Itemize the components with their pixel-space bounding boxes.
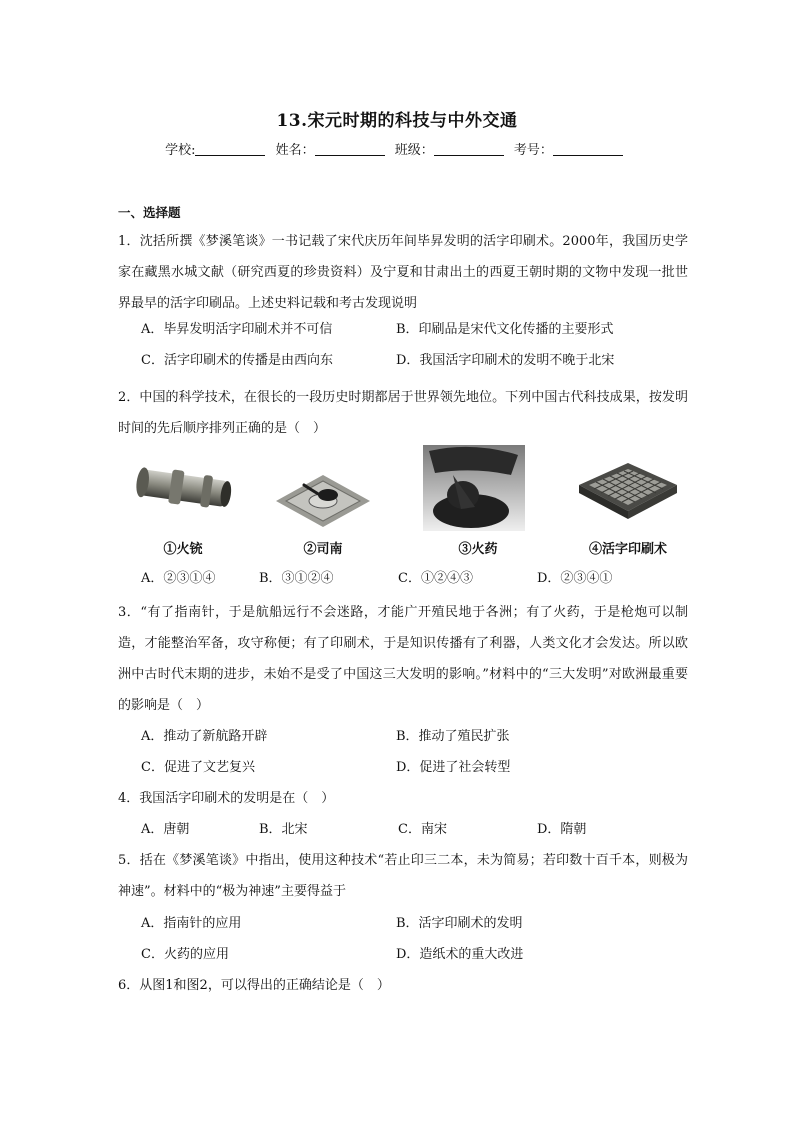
- option-b[interactable]: B．推动了殖民扩张: [396, 729, 510, 744]
- question-2-stem: 2．中国的科学技术，在很长的一段历史时期都居于世界领先地位。下列中国古代科技成果，按发明时间的先后顺序排列正确的是（ ）: [118, 390, 688, 436]
- question-5-stem: 5．括在《梦溪笔谈》中指出，使用这种技术“若止印三二本，未为简易；若印数十百千本，则极为神速”。材料中的“极为神速”主要得益于: [118, 853, 688, 899]
- option-d[interactable]: D．②③④①: [537, 571, 613, 586]
- school-label: 学校:: [165, 143, 196, 158]
- option-b[interactable]: B．③①②④: [259, 571, 334, 586]
- option-a[interactable]: A．唐朝: [141, 822, 190, 837]
- figure-fire-lance: [128, 445, 238, 565]
- exam-no-label: 考号：: [513, 143, 553, 158]
- option-a[interactable]: A．指南针的应用: [141, 916, 242, 931]
- class-label: 班级：: [394, 143, 434, 158]
- option-c[interactable]: C．南宋: [398, 822, 447, 837]
- question-6-stem: 6．从图1和图2，可以得出的正确结论是（ ）: [118, 978, 390, 993]
- option-b[interactable]: B．活字印刷术的发明: [396, 916, 523, 931]
- class-blank[interactable]: [434, 143, 504, 156]
- question-3-stem: 3．“有了指南针，于是航船远行不会迷路，才能广开殖民地于各洲；有了火药，于是枪炮可以制造，才能整治军备，攻守称便；有了印刷术，于是知识传播有了利器，人类文化才会发达。所以欧洲中古时代末期的进步，未始不是受了中国这三大发明的影响。”材料中的“三大发明”对欧洲最重要的影响是（ ）: [118, 605, 688, 713]
- option-b[interactable]: B．北宋: [259, 822, 308, 837]
- question-1-stem: 1．沈括所撰《梦溪笔谈》一书记载了宋代庆历年间毕昇发明的活字印刷术。2000年，我国历史学家在藏黑水城文献（研究西夏的珍贵资料）及宁夏和甘肃出土的西夏王朝时期的文物中发现一批世界最早的活字印刷品。上述史料记载和考古发现说明: [118, 234, 688, 311]
- option-a[interactable]: A．推动了新航路开辟: [141, 729, 268, 744]
- question-2-figures: [118, 445, 698, 565]
- option-b[interactable]: B．印刷品是宋代文化传播的主要形式: [396, 322, 614, 337]
- option-c[interactable]: C．火药的应用: [141, 947, 229, 962]
- option-a[interactable]: A．毕昇发明活字印刷术并不可信: [141, 322, 333, 337]
- option-d[interactable]: D．造纸术的重大改进: [396, 947, 524, 962]
- movable-type-icon: [573, 445, 683, 535]
- page-title: 13.宋元时期的科技与中外交通: [276, 111, 518, 131]
- option-d[interactable]: D．促进了社会转型: [396, 760, 511, 775]
- student-info-line: [0, 139, 794, 158]
- exam-no-blank[interactable]: [553, 143, 623, 156]
- option-c[interactable]: C．活字印刷术的传播是由西向东: [141, 353, 333, 368]
- option-d[interactable]: D．隋朝: [537, 822, 587, 837]
- figure-sinan: [268, 445, 378, 565]
- option-a[interactable]: A．②③①④: [141, 571, 216, 586]
- name-blank[interactable]: [315, 143, 385, 156]
- figure-caption: ④活字印刷术: [588, 542, 667, 557]
- figure-caption: ②司南: [303, 542, 343, 557]
- gunpowder-icon: [423, 445, 533, 535]
- option-c[interactable]: C．促进了文艺复兴: [141, 760, 255, 775]
- section-heading: 一、选择题: [118, 205, 181, 220]
- school-blank[interactable]: [195, 143, 265, 156]
- fire-lance-icon: [128, 445, 238, 535]
- option-d[interactable]: D．我国活字印刷术的发明不晚于北宋: [396, 353, 615, 368]
- figure-movable-type: [573, 445, 683, 565]
- figure-caption: ③火药: [458, 542, 498, 557]
- name-label: 姓名：: [275, 143, 315, 158]
- figure-gunpowder: [423, 445, 533, 565]
- compass-spoon-icon: [268, 445, 378, 535]
- question-4-stem: 4．我国活字印刷术的发明是在（ ）: [118, 791, 335, 806]
- option-c[interactable]: C．①②④③: [398, 571, 473, 586]
- figure-caption: ①火铳: [163, 542, 203, 557]
